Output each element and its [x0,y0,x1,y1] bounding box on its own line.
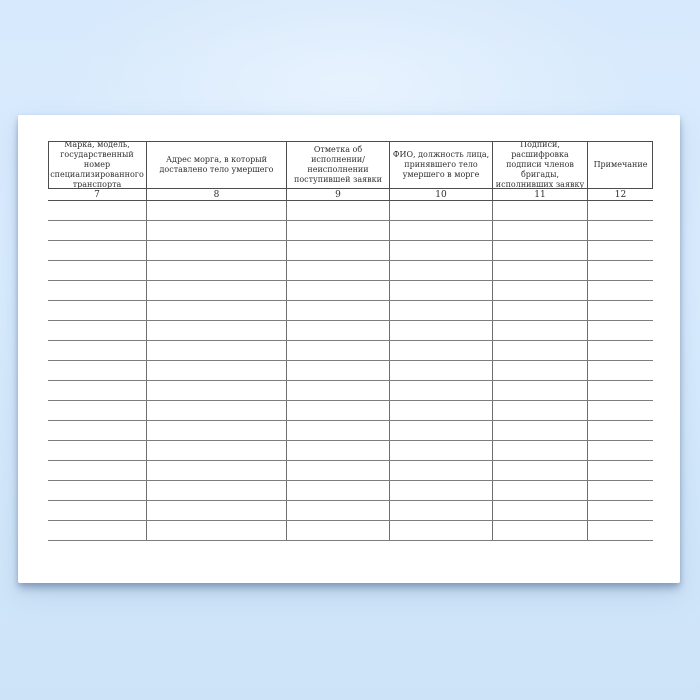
table-cell [588,321,653,340]
table-row [48,281,653,301]
table-cell [287,261,390,280]
table-cell [48,281,147,300]
table-cell [48,221,147,240]
header-cell-signatures: Подписи, расшифровка подписи членов бригады, исполнивших заявку [493,141,588,189]
table-cell [147,201,287,220]
table-cell [48,501,147,520]
table-cell [390,381,493,400]
table-cell [287,281,390,300]
table-row [48,241,653,261]
table-cell [493,221,588,240]
table-cell [147,441,287,460]
table-cell [390,201,493,220]
table-row [48,261,653,281]
table-cell [390,481,493,500]
table-cell [147,321,287,340]
table-row [48,441,653,461]
table-cell [588,301,653,320]
table-cell [287,481,390,500]
table-cell [147,261,287,280]
table-cell [147,461,287,480]
table-row [48,521,653,541]
table-cell [48,521,147,540]
table-header-row [48,141,653,189]
header-cell-transport: Марка, модель, государственный номер специализированного транспорта [48,141,147,189]
table-cell [147,401,287,420]
table-cell [147,221,287,240]
table-cell [390,441,493,460]
table-cell [287,501,390,520]
table-cell [588,501,653,520]
table-cell [48,361,147,380]
table-cell [390,401,493,420]
table-cell [588,221,653,240]
header-cell-notes: Примечание [593,160,648,169]
header-cell-receiver: ФИО, должность лица, принявшего тело умершего в морге [390,141,493,189]
table-cell [48,201,147,220]
table-cell [390,461,493,480]
table-cell [493,301,588,320]
table-cell [147,301,287,320]
table-cell [48,381,147,400]
table-cell [390,281,493,300]
table-cell [493,241,588,260]
table-row [48,481,653,501]
table-cell [48,441,147,460]
table-cell [147,341,287,360]
table-cell [48,461,147,480]
table-cell [48,341,147,360]
table-cell [588,281,653,300]
column-number: 7 [48,189,147,200]
table-row [48,381,653,401]
table-cell [147,381,287,400]
table-cell [390,301,493,320]
table-cell [390,421,493,440]
table-cell [493,201,588,220]
table-cell [390,221,493,240]
table-cell [588,441,653,460]
table-cell [48,321,147,340]
column-number: 10 [390,189,493,200]
table-cell [287,301,390,320]
table-cell [287,221,390,240]
table-cell [588,381,653,400]
table-cell [287,321,390,340]
column-number: 11 [493,189,588,200]
table-cell [287,461,390,480]
table-row [48,221,653,241]
table-cell [493,421,588,440]
table-cell [147,501,287,520]
table-cell [493,521,588,540]
table-cell [493,481,588,500]
table-cell [48,481,147,500]
table-cell [390,321,493,340]
table-cell [287,381,390,400]
table-cell [493,321,588,340]
table-cell [588,261,653,280]
table-cell [147,241,287,260]
table-cell [287,341,390,360]
table-cell [390,501,493,520]
table-cell [48,401,147,420]
table-cell [493,441,588,460]
table-cell [588,481,653,500]
table-cell [287,361,390,380]
table-cell [48,301,147,320]
table-cell [48,241,147,260]
journal-table [48,141,653,541]
table-body [48,201,653,541]
table-cell [147,521,287,540]
table-cell [287,421,390,440]
table-cell [390,521,493,540]
table-cell [390,341,493,360]
table-cell [147,481,287,500]
column-number: 9 [287,189,390,200]
table-cell [588,521,653,540]
table-row [48,301,653,321]
table-row [48,461,653,481]
table-row [48,361,653,381]
table-row [48,401,653,421]
table-cell [493,401,588,420]
table-row [48,341,653,361]
table-cell [48,261,147,280]
table-row [48,321,653,341]
document-page [18,115,680,583]
table-cell [588,401,653,420]
header-cell-morgue-address: Адрес морга, в который доставлено тело умершего [147,141,287,189]
table-cell [48,421,147,440]
table-cell [588,341,653,360]
table-cell [287,201,390,220]
table-cell [493,501,588,520]
table-cell [390,261,493,280]
table-cell [493,361,588,380]
table-cell [588,201,653,220]
table-cell [287,521,390,540]
table-cell [493,261,588,280]
table-cell [147,281,287,300]
table-cell [147,361,287,380]
column-number-row [48,189,653,201]
table-row [48,501,653,521]
table-cell [588,241,653,260]
table-cell [287,401,390,420]
column-number: 8 [147,189,287,200]
table-cell [493,341,588,360]
table-cell [493,381,588,400]
table-cell [493,461,588,480]
table-cell [390,361,493,380]
table-cell [588,461,653,480]
table-cell [287,441,390,460]
table-cell [287,241,390,260]
table-cell [588,421,653,440]
header-cell-execution-mark: Отметка об исполнении/неисполнении поступившей заявки [287,141,390,189]
table-cell [390,241,493,260]
table-cell [147,421,287,440]
table-row [48,421,653,441]
table-cell [588,361,653,380]
table-row [48,201,653,221]
table-cell [493,281,588,300]
column-number: 12 [614,189,627,200]
